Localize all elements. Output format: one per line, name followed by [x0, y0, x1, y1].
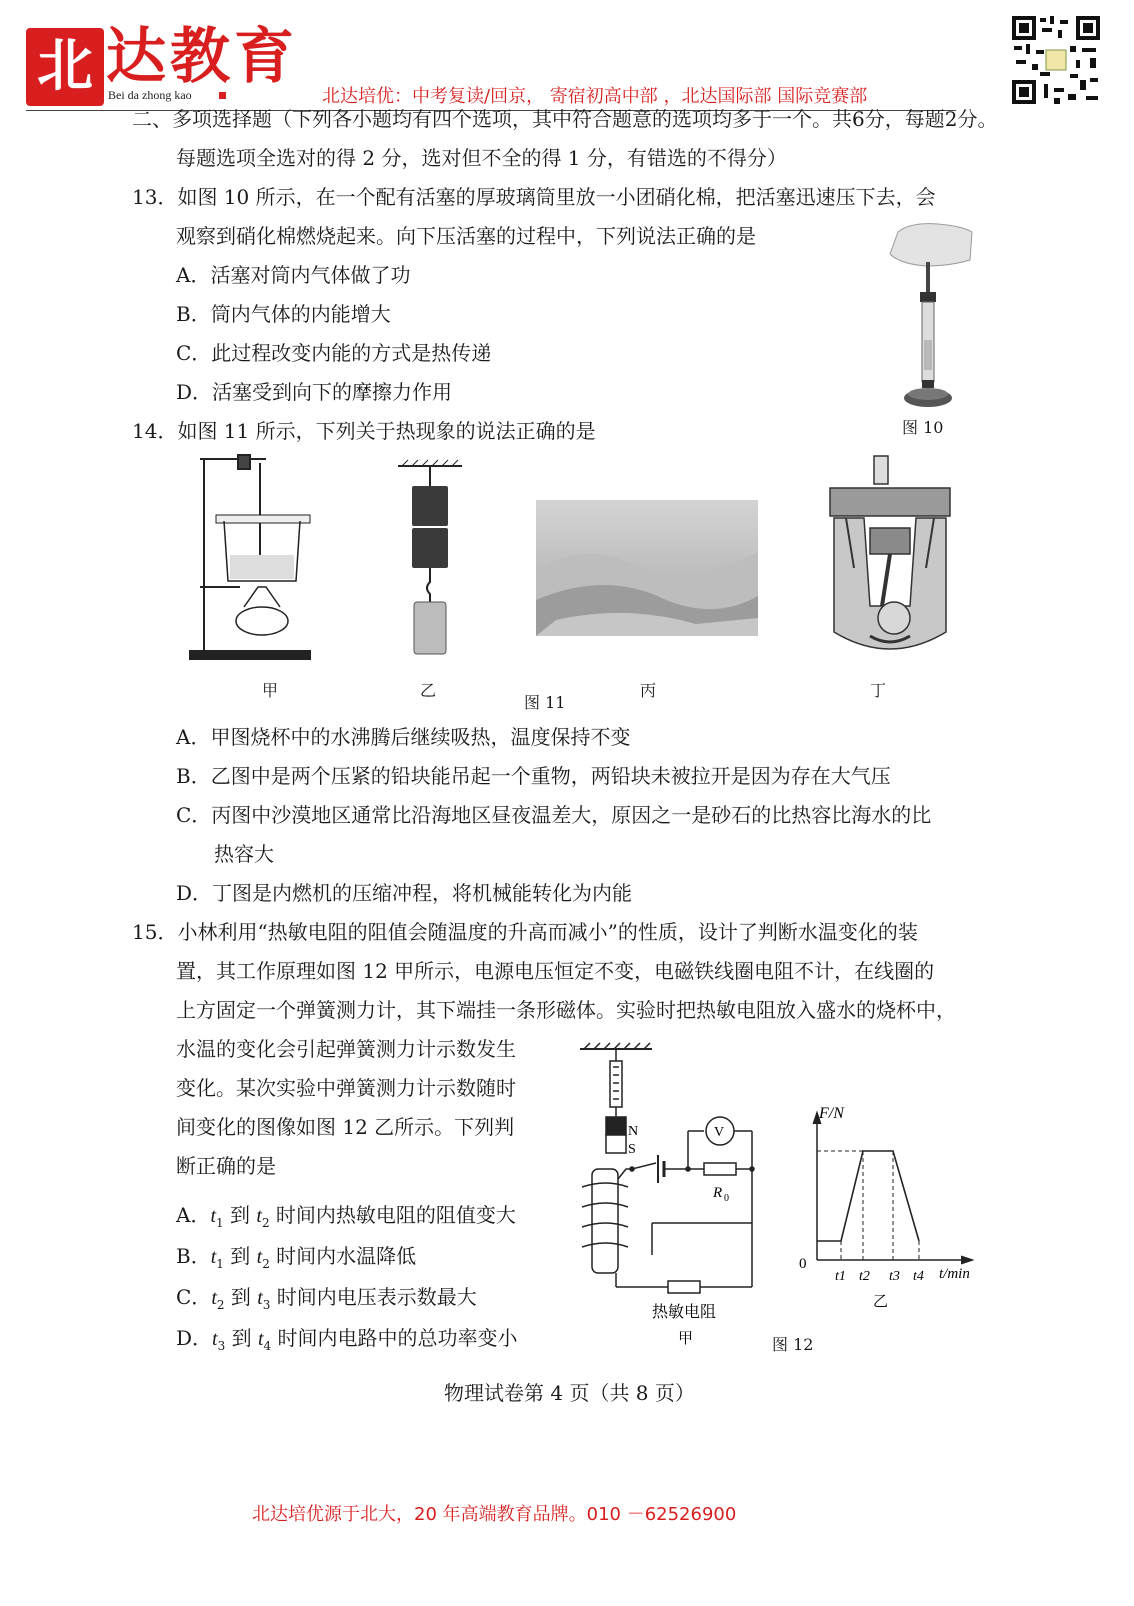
q15-stem-7: 断正确的是: [176, 1154, 276, 1178]
q15-stem-2: 置，其工作原理如图 12 甲所示，电源电压恒定不变，电磁铁线圈电阻不计，在线圈的: [176, 959, 935, 983]
q15-stem-5: 变化。某次实验中弹簧测力计示数随时: [176, 1076, 516, 1100]
logo-subtitle: Bei da zhong kao: [108, 88, 192, 102]
voltmeter-label: V: [714, 1125, 725, 1140]
page-number: 物理试卷第 4 页（共 8 页）: [444, 1381, 695, 1405]
resistor-label: R: [713, 1185, 723, 1201]
logo-text: 达教育: [106, 22, 298, 92]
section-heading: 二、多项选择题（下列各小题均有四个选项，其中符合题意的选项均多于一个。共6分，每题2分。: [132, 107, 998, 131]
q13-option-b: B．筒内气体的内能增大: [176, 302, 391, 326]
q15-option-c: C．$t_2$ 到 $t_3$ 时间内电压表示数最大: [176, 1285, 477, 1312]
q14-option-c-cont: 热容大: [214, 842, 274, 866]
x-axis-arrow-icon: [961, 1256, 973, 1264]
q13-stem: 13．如图 10 所示，在一个配有活塞的厚玻璃筒里放一小团硝化棉，把活塞迅速压下去，会: [132, 185, 936, 209]
q14-option-c: C．丙图中沙漠地区通常比沿海地区昼夜温差大，原因之一是砂石的比热容比海水的比: [176, 803, 932, 827]
q14-option-b: B．乙图中是两个压紧的铅块能吊起一个重物，两铅块未被拉开是因为存在大气压: [176, 764, 891, 788]
fig11-label-bing: 丙: [640, 681, 657, 700]
chart-x-label: t/min: [939, 1266, 970, 1282]
fig11-caption: 图 11: [524, 693, 566, 712]
logo-mark: 北: [26, 28, 104, 106]
section-heading-note: 每题选项全选对的得 2 分，选对但不全的得 1 分，有错选的不得分）: [176, 146, 787, 170]
thermistor-label: 热敏电阻: [652, 1302, 717, 1321]
pole-s-label: S: [628, 1142, 636, 1157]
fig11-yi-lead-blocks-image: [396, 462, 464, 672]
q13-stem-cont: 观察到硝化棉燃烧起来。向下压活塞的过程中，下列说法正确的是: [176, 224, 756, 248]
fig10-piston-image: [880, 222, 976, 417]
fig12-label-yi: 乙: [873, 1292, 889, 1310]
fig11-bing-desert-image: [536, 500, 758, 636]
tick-label-t1: t1: [835, 1269, 846, 1284]
fig12-jia-circuit-diagram: [580, 1045, 780, 1345]
fig12-yi-force-time-chart: [799, 1105, 985, 1313]
q14-option-d: D．丁图是内燃机的压缩冲程，将机械能转化为内能: [176, 881, 633, 905]
q15-stem-1: 15．小林利用“热敏电阻的阻值会随温度的升高而减小”的性质，设计了判断水温变化的装: [132, 920, 918, 944]
fig11-label-ding: 丁: [870, 681, 887, 700]
q14-option-a: A．甲图烧杯中的水沸腾后继续吸热，温度保持不变: [176, 725, 631, 749]
q15-stem-4: 水温的变化会引起弹簧测力计示数发生: [176, 1037, 516, 1061]
chart-y-label: F/N: [819, 1105, 844, 1122]
q14-stem: 14．如图 11 所示，下列关于热现象的说法正确的是: [132, 419, 596, 443]
fig11-ding-engine-image: [824, 456, 956, 662]
fig12-caption: 图 12: [772, 1335, 814, 1354]
resistor-sub-label: 0: [724, 1193, 729, 1204]
q15-stem-6: 间变化的图像如图 12 乙所示。下列判: [176, 1115, 515, 1139]
fig11-jia-boiling-image: [180, 455, 320, 670]
chart-origin-label: 0: [799, 1256, 807, 1272]
fig11-label-jia: 甲: [262, 681, 279, 700]
tick-label-t2: t2: [859, 1269, 870, 1284]
qr-code-icon: [1010, 14, 1102, 106]
q15-option-b: B．$t_1$ 到 $t_2$ 时间内水温降低: [176, 1244, 417, 1271]
q15-stem-3: 上方固定一个弹簧测力计，其下端挂一条形磁体。实验时把热敏电阻放入盛水的烧杯中，: [176, 998, 956, 1022]
q13-option-c: C．此过程改变内能的方式是热传递: [176, 341, 492, 365]
fig11-label-yi: 乙: [420, 681, 437, 700]
tick-label-t3: t3: [889, 1269, 900, 1284]
tick-label-t4: t4: [913, 1269, 924, 1284]
q15-option-a: A．$t_1$ 到 $t_2$ 时间内热敏电阻的阻值变大: [176, 1203, 516, 1230]
header-banner: 北达培优：中考复读/回京， 寄宿初高中部 ，北达国际部 国际竞赛部: [322, 86, 868, 107]
force-series-line: [817, 1151, 919, 1241]
fig10-caption: 图 10: [902, 418, 944, 437]
q15-option-d: D．$t_3$ 到 $t_4$ 时间内电路中的总功率变小: [176, 1326, 518, 1353]
fig12-label-jia: 甲: [678, 1329, 694, 1347]
ad-footer: 北达培优源于北大，20 年高端教育品牌。010 －62526900: [252, 1504, 737, 1525]
pole-n-label: N: [628, 1124, 639, 1139]
logo-dot: [219, 92, 226, 99]
q13-option-d: D．活塞受到向下的摩擦力作用: [176, 380, 453, 404]
q13-option-a: A．活塞对筒内气体做了功: [176, 263, 411, 287]
